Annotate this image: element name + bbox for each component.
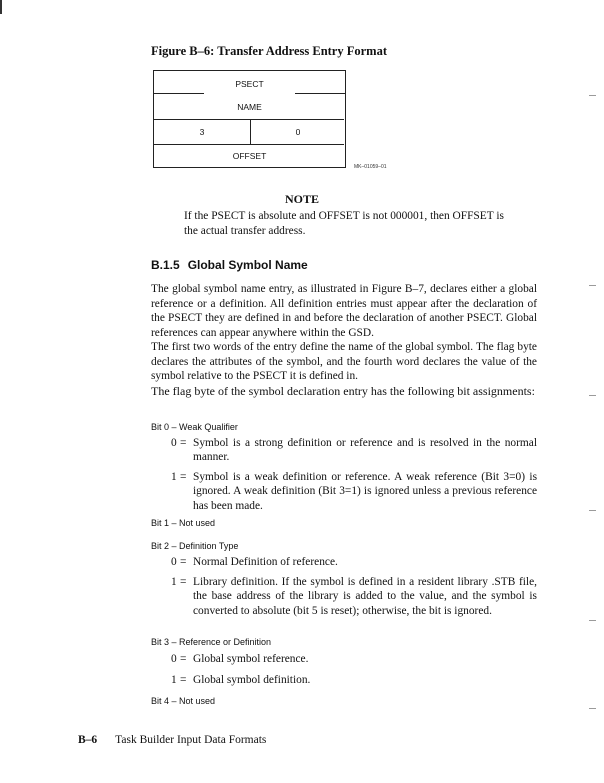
bit-value-item [171,652,537,666]
bit-value: 0 [171,556,177,568]
paragraph: The global symbol name entry, as illustrated in Figure B–7, declares either a global reference or a definition. All definition entries must appear after the declaration of the PSECT they are defined in and before the declaration of another PSECT. Global references can appear anywhere within the GSD. [151,283,537,339]
margin-mark [589,285,596,286]
bit-value: 0 [171,437,177,449]
note-title: NOTE [284,192,319,206]
margin-mark [589,620,596,621]
field-entry-type-code: 3 [199,127,205,137]
equals-sign: = [180,556,187,568]
page-footer [78,734,266,746]
bit-description: Symbol is a strong definition or reference and is resolved in the normal manner. [193,437,537,464]
bit-description: Global symbol definition. [193,674,311,686]
field-flags-zero: 0 [295,127,301,137]
bit-value-item [171,436,537,465]
margin-mark [589,395,596,396]
chapter-title: Task Builder Input Data Formats [115,734,267,746]
field-offset: OFFSET [232,151,267,161]
row-divider [154,144,344,145]
note-body: If the PSECT is absolute and OFFSET is not 000001, then OFFSET is the actual transfer address. [184,210,504,237]
bit-heading: Bit 2 – Definition Type [151,541,239,551]
bit-value: 1 [171,576,177,588]
field-name: NAME [237,102,262,112]
margin-mark [589,510,596,511]
section-number: B.1.5 [151,258,180,272]
equals-sign: = [180,576,187,588]
field-psect: PSECT [235,79,264,89]
row-divider [154,119,344,120]
figure-caption: Figure B–6: Transfer Address Entry Format [151,44,387,58]
bit-heading: Bit 3 – Reference or Definition [151,637,272,647]
margin-mark [589,708,596,709]
bit-heading: Bit 4 – Not used [151,696,216,706]
equals-sign: = [180,437,187,449]
bit-value: 1 [171,471,177,483]
scan-edge-line [0,0,2,14]
margin-mark [589,95,596,96]
bit-value-item [171,555,537,569]
paragraph: The flag byte of the symbol declaration entry has the following bit assignments: [151,384,535,398]
bit-value: 1 [171,674,177,686]
bit-value-item [171,673,537,687]
page-number: B–6 [78,734,98,746]
bit-value-item [171,575,537,618]
equals-sign: = [180,653,187,665]
section-heading [151,258,308,272]
word-divider-left [154,93,204,94]
word-divider-right [295,93,346,94]
bit-description: Global symbol reference. [193,653,309,665]
equals-sign: = [180,471,187,483]
bit-description: Normal Definition of reference. [193,556,338,568]
equals-sign: = [180,674,187,686]
entry-format-diagram [153,70,346,168]
bit-description: Library definition. If the symbol is defined in a resident library .STB file, the base address of the library is added to the value, and the symbol is converted to absolute (bit 5 is reset); otherwise, the bit is ignored. [193,576,537,617]
figure-code: MK–01059–01 [354,164,387,170]
bit-value-item [171,470,537,513]
bit-description: Symbol is a weak definition or reference. A weak reference (Bit 3=0) is ignored. A weak definition (Bit 3=1) is ignored unless a previous reference has been made. [193,471,537,512]
bit-heading: Bit 1 – Not used [151,518,216,528]
bit-heading: Bit 0 – Weak Qualifier [151,422,238,432]
section-title: Global Symbol Name [187,258,308,272]
bit-value: 0 [171,653,177,665]
paragraph: The first two words of the entry define the name of the global symbol. The flag byte declares the attributes of the symbol, and the fourth word declares the value of the symbol relative to the PSECT it is defined in. [151,341,537,383]
